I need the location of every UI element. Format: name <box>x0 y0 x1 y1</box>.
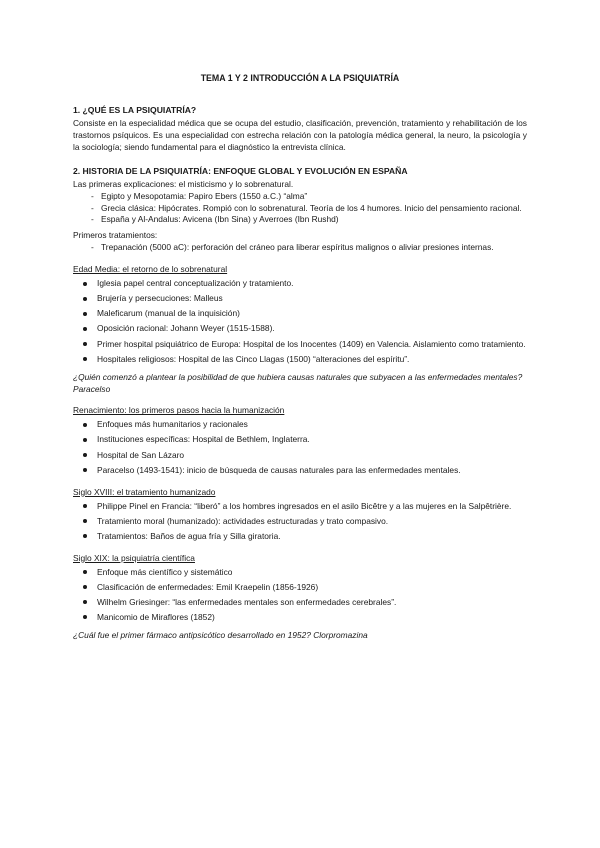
c18-list <box>81 501 527 543</box>
history-intro: Las primeras explicaciones: el misticismo y lo sobrenatural. <box>73 178 294 189</box>
bullet-icon <box>83 357 87 361</box>
document-title: TEMA 1 Y 2 INTRODUCCIÓN A LA PSIQUIATRÍA <box>200 73 400 83</box>
list-item: Tratamientos: Baños de agua fría y Silla giratoria. <box>81 531 527 543</box>
bullet-icon <box>83 519 87 523</box>
bullet-icon <box>83 438 87 442</box>
list-item: - Egipto y Mesopotamia: Papiro Ebers (1550 a.C.) “alma” <box>91 191 527 203</box>
list-item: Iglesia papel central conceptualización y tratamiento. <box>81 278 527 290</box>
bullet-icon <box>83 327 87 331</box>
list-item: Enfoques más humanitarios y racionales <box>81 419 527 431</box>
list-item: Hospitales religiosos: Hospital de las Cinco Llagas (1500) “alteraciones del espíritu”. <box>81 354 527 366</box>
list-item: - España y Al-Andalus: Avicena (Ibn Sina) y Averroes (Ibn Rushd) <box>91 214 527 226</box>
list-item: Enfoque más científico y sistemático <box>81 567 527 579</box>
bullet-icon <box>83 297 87 301</box>
bullet-icon <box>83 468 87 472</box>
bullet-icon <box>83 534 87 538</box>
list-item: Brujería y persecuciones: Malleus <box>81 293 527 305</box>
bullet-icon <box>83 600 87 604</box>
c18-heading: Siglo XVIII: el tratamiento humanizado <box>73 486 216 497</box>
list-item: Maleficarum (manual de la inquisición) <box>81 308 527 320</box>
bullet-icon <box>83 504 87 508</box>
section-history <box>73 165 527 641</box>
list-item: Oposición racional: Johann Weyer (1515-1588). <box>81 323 527 335</box>
medieval-heading: Edad Media: el retorno de lo sobrenatural <box>73 264 228 275</box>
list-item: Instituciones específicas: Hospital de Bethlem, Inglaterra. <box>81 434 527 446</box>
c19-list <box>81 567 527 624</box>
question-paracelso: ¿Quién comenzó a plantear la posibilidad de que hubiera causas naturales que subyacen a las enfermedades mentales? Paracelso <box>73 371 523 394</box>
bullet-icon <box>83 453 87 457</box>
early-treatments-list <box>91 242 527 254</box>
bullet-icon <box>83 615 87 619</box>
early-explanations-list <box>91 191 527 227</box>
bullet-icon <box>83 282 87 286</box>
c19-heading: Siglo XIX: la psiquiatría científica <box>73 552 195 563</box>
list-item: Tratamiento moral (humanizado): actividades estructuradas y trato compasivo. <box>81 516 527 528</box>
list-item: Hospital de San Lázaro <box>81 450 527 462</box>
question-clorpromazina: ¿Cuál fue el primer fármaco antipsicótico desarrollado en 1952? Clorpromazina <box>73 629 368 640</box>
list-item: Clasificación de enfermedades: Emil Kraepelin (1856-1926) <box>81 582 527 594</box>
list-item: Primer hospital psiquiátrico de Europa: Hospital de los Inocentes (1409) en Valencia. Aislamiento como tratamiento. <box>81 339 527 351</box>
section-1-heading: 1. ¿QUÉ ES LA PSIQUIATRÍA? <box>73 105 197 116</box>
list-item: Manicomio de Miraflores (1852) <box>81 612 527 624</box>
bullet-icon <box>83 423 87 427</box>
list-item: Wilhelm Griesinger: “las enfermedades mentales son enfermedades cerebrales”. <box>81 597 527 609</box>
list-item: Philippe Pinel en Francia: “liberó” a los hombres ingresados en el asilo Bicêtre y a las mujeres en la Salpêtrière. <box>81 501 527 513</box>
renaissance-list <box>81 419 527 476</box>
bullet-icon <box>83 585 87 589</box>
renaissance-heading: Renacimiento: los primeros pasos hacia la humanización <box>73 405 285 416</box>
treatments-label: Primeros tratamientos: <box>73 230 158 241</box>
list-item: - Trepanación (5000 aC): perforación del cráneo para liberar espíritus malignos o aliviar presiones internas. <box>91 242 527 254</box>
section-1-body: Consiste en la especialidad médica que se ocupa del estudio, clasificación, prevención, tratamiento y rehabilitación de los trastornos psíquicos. Es una especialidad con estrecha relación con la patología médica general, la neuro, la psicología y la sociología; siendo fundamental para el diagnóstico la entrevista clínica. <box>73 117 527 152</box>
list-item: Paracelso (1493-1541): inicio de búsqueda de causas naturales para las enfermedades mentales. <box>81 465 527 477</box>
section-2-heading: 2. HISTORIA DE LA PSIQUIATRÍA: ENFOQUE GLOBAL Y EVOLUCIÓN EN ESPAÑA <box>73 166 408 177</box>
bullet-icon <box>83 312 87 316</box>
medieval-list <box>81 278 527 365</box>
list-item: - Grecia clásica: Hipócrates. Rompió con lo sobrenatural. Teoría de los 4 humores. Inicio del pensamiento racional. <box>91 203 527 215</box>
bullet-icon <box>83 570 87 574</box>
section-what-is <box>73 104 527 153</box>
bullet-icon <box>83 342 87 346</box>
